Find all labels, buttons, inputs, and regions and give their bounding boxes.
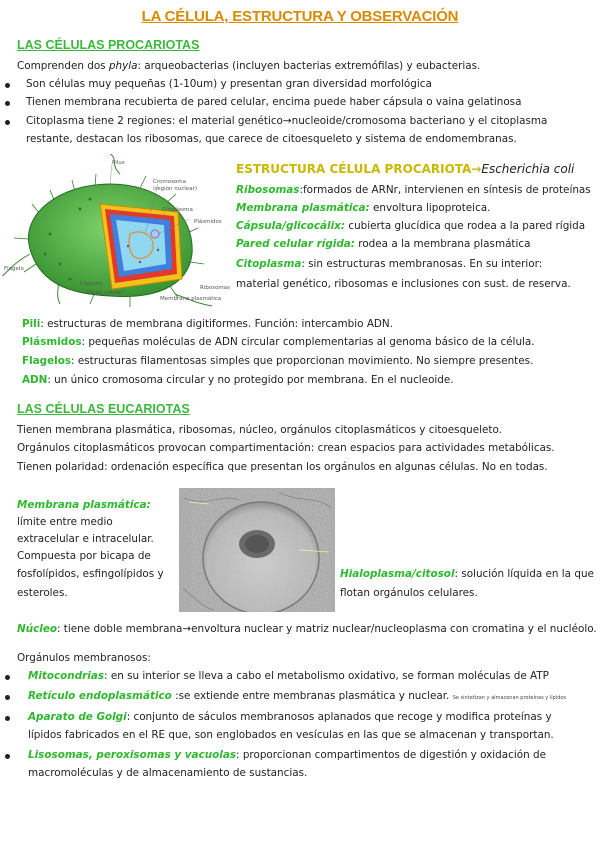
nucleus-term: Núcleo <box>17 623 57 635</box>
organelle-term: Retículo endoplasmático <box>28 690 172 702</box>
part-text: :formados de ARNr, intervienen en síntesis de proteínas <box>299 184 591 196</box>
part-text: cubierta glucídica que rodea a la pared rígida <box>345 220 586 232</box>
nucleus-text: : tiene doble membrana→envoltura nuclear y matriz nuclear/nucleoplasma con cromatina y el nucléolo. <box>57 623 597 635</box>
part-wall <box>236 236 530 253</box>
hialoplasma <box>340 566 594 583</box>
intro-phyla: phyla <box>108 60 138 72</box>
label-chromosome: Cromosoma (región nuclear) <box>153 179 197 192</box>
prokaryote-bullet: Tienen membrana recubierta de pared celular, encima puede haber cápsula o vaina gelatinosa <box>26 96 522 108</box>
label-flagellum: Flagelo <box>4 266 24 272</box>
part-membrane <box>236 200 490 217</box>
organelle-er <box>28 688 566 707</box>
label-pilus: Pilus <box>112 160 125 166</box>
part-capsule <box>236 218 585 235</box>
label-cell-wall: Pared celular <box>87 290 123 296</box>
organelle-text: :se extiende entre membranas plasmática y nuclear. <box>171 690 450 702</box>
organelle-text: : proporcionan compartimentos de digestión y oxidación de <box>236 749 546 761</box>
appendage-flagella <box>22 353 533 370</box>
hialoplasma-text: : solución líquida en la que <box>454 568 594 580</box>
label-ribosomes: Ribosomas <box>200 285 231 291</box>
organelle-text: : en su interior se lleva a cabo el metabolismo oxidativo, se forman moléculas de ATP <box>104 670 549 682</box>
bullet-dot <box>5 754 10 759</box>
membrane-term-text: Membrana plasmática: <box>17 499 151 511</box>
membrane-line: fosfolípidos, esfingolípidos y <box>17 568 164 580</box>
appendage-term: Flagelos <box>22 355 72 367</box>
organelles-heading: Orgánulos membranosos: <box>17 652 151 664</box>
eukaryote-line: Orgánulos citoplasmáticos provocan compartimentación: crean espacios para actividades metabólicas. <box>17 442 555 454</box>
hialoplasma-term: Hialoplasma/citosol <box>340 568 455 580</box>
page-title: LA CÉLULA, ESTRUCTURA Y OBSERVACIÓN <box>141 8 459 25</box>
appendage-term: ADN <box>22 374 48 386</box>
part-text: : sin estructuras membranosas. En su interior: <box>301 258 543 270</box>
membrane-line: límite entre medio <box>17 516 113 528</box>
appendage-pili <box>22 316 393 333</box>
organelle-text: : conjunto de sáculos membranosos aplanados que recoge y modifica proteínas y <box>126 711 552 723</box>
organelle-lysosomes <box>28 747 546 764</box>
label-cytoplasm: Citoplasma <box>162 207 193 213</box>
appendage-text: : pequeñas moléculas de ADN circular complementarias al genoma básico de la célula. <box>81 336 535 348</box>
nucleus-micrograph <box>179 488 335 612</box>
eukaryotes-heading: LAS CÉLULAS EUCARIOTAS <box>17 402 190 416</box>
prokaryotes-intro <box>17 58 480 75</box>
organelle-lysosomes-cont: macromoléculas y de almacenamiento de sustancias. <box>28 767 308 779</box>
bullet-dot <box>5 101 10 106</box>
membrane-line: Compuesta por bicapa de <box>17 550 151 562</box>
membrane-line: esteroles. <box>17 587 68 599</box>
organelle-golgi-cont: lípidos fabricados en el RE que, son englobados en vesículas en las que se almacenan y transportan. <box>28 729 554 741</box>
prokaryote-cell-diagram <box>0 154 232 310</box>
structure-heading-text: ESTRUCTURA CÉLULA PROCARIOTA→ <box>236 162 482 176</box>
structure-heading <box>236 162 574 176</box>
prokaryote-bullet-cont: restante, destacan los ribosomas, que carece de citoesqueleto y sistema de endomembranas. <box>26 133 517 145</box>
intro-post: : arqueobacterias (incluyen bacterias extremófilas) y eubacterias. <box>137 60 481 72</box>
appendage-term: Plásmidos <box>22 336 82 348</box>
part-cytoplasm-cont: material genético, ribosomas e inclusiones con sust. de reserva. <box>236 278 571 290</box>
appendage-text: : estructuras filamentosas simples que proporcionan movimiento. No siempre presentes. <box>71 355 534 367</box>
hialoplasma-cont: flotan orgánulos celulares. <box>340 587 478 599</box>
organelle-term: Mitocondrias <box>28 670 105 682</box>
organelle-term: Aparato de Golgi <box>28 711 127 723</box>
organelle-note: Se sintetizan y almacenan proteínas y lípidos <box>452 695 567 701</box>
appendage-text: : estructuras de membrana digitiformes. Función: intercambio ADN. <box>40 318 393 330</box>
part-term: Ribosomas <box>236 184 300 196</box>
membrane-term <box>17 497 151 514</box>
part-text: envoltura lipoproteica. <box>369 202 491 214</box>
part-term: Membrana plasmática: <box>236 202 370 214</box>
part-term: Cápsula/glicocálix: <box>236 220 346 232</box>
nucleus <box>17 621 597 638</box>
bullet-dot <box>5 83 10 88</box>
prokaryote-bullet: Citoplasma tiene 2 regiones: el material genético→nucleoide/cromosoma bacteriano y el citoplasma <box>26 115 548 127</box>
eukaryote-line: Tienen membrana plasmática, ribosomas, núcleo, orgánulos citoplasmáticos y citoesqueleto. <box>17 424 502 436</box>
part-ribosomes <box>236 182 591 199</box>
part-term: Pared celular rígida: <box>236 238 355 250</box>
appendage-dna <box>22 372 454 389</box>
part-term: Citoplasma <box>236 258 302 270</box>
structure-species: Escherichia coli <box>481 162 575 176</box>
organelle-mitochondria <box>28 668 549 685</box>
appendage-term: Pili <box>22 318 41 330</box>
bullet-dot <box>5 716 10 721</box>
label-capsule: Cápsula <box>80 281 102 287</box>
organelle-term: Lisosomas, peroxisomas y vacuolas <box>28 749 237 761</box>
prokaryote-bullet: Son células muy pequeñas (1-10um) y presentan gran diversidad morfológica <box>26 78 432 90</box>
appendage-plasmids <box>22 334 535 351</box>
appendage-text: : un único cromosoma circular y no protegido por membrana. En el nucleoide. <box>47 374 454 386</box>
organelle-golgi <box>28 709 552 726</box>
label-membrane: Membrana plasmática <box>160 296 222 302</box>
bullet-dot <box>5 695 10 700</box>
bullet-dot <box>5 675 10 680</box>
intro-pre: Comprenden dos <box>17 60 109 72</box>
part-cytoplasm <box>236 256 542 273</box>
part-text: rodea a la membrana plasmática <box>354 238 531 250</box>
membrane-line: extracelular e intracelular. <box>17 533 154 545</box>
prokaryotes-heading: LAS CÉLULAS PROCARIOTAS <box>17 38 200 52</box>
bullet-dot <box>5 120 10 125</box>
label-plasmids: Plásmidos <box>194 219 222 225</box>
eukaryote-line: Tienen polaridad: ordenación específica que presentan los orgánulos en algunas células. No en todas. <box>17 461 548 473</box>
